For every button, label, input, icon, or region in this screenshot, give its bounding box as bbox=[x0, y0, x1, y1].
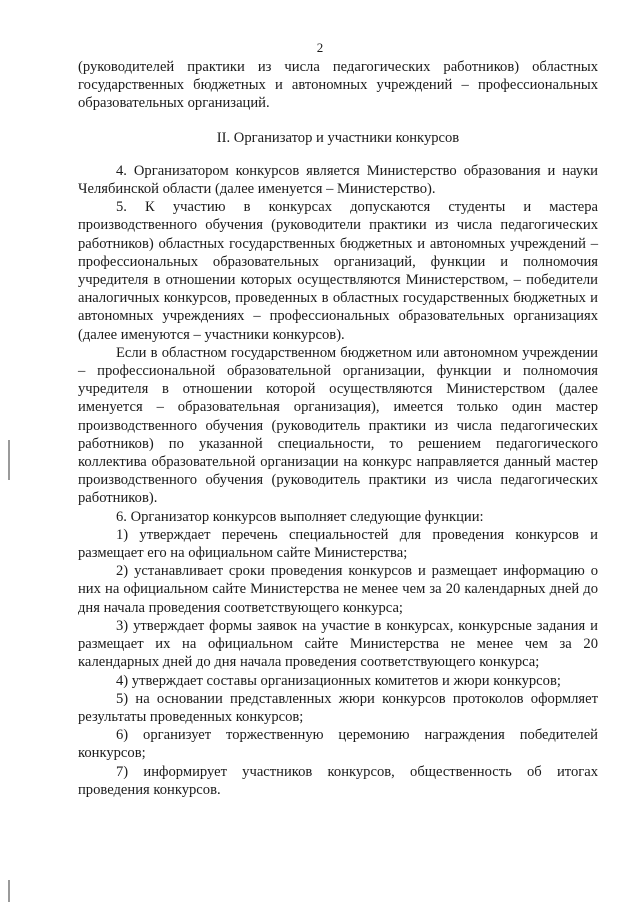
paragraph-item-6: 6. Организатор конкурсов выполняет следующие функции: bbox=[116, 508, 484, 525]
paragraph-item-5: 5. К участию в конкурсах допускаются студенты и мастера производственного обучения (руководители практики из числа педагогических работников) областных государственных бюджетных и автономных учреждений – профессиональных образовательных организаций, функции и полномочия учредителя в отношении которых осуществляются Министерством, – победители аналогичных конкурсов, проведенных в областных государственных бюджетных и автономных учреждениях – профессиональных образовательных организациях (далее именуются – участники конкурсов). bbox=[78, 199, 598, 343]
list-item-6-2: 2) устанавливает сроки проведения конкурсов и размещает информацию о них на официальном сайте Министерства не менее чем за 20 календарных дней до дня начала проведения соответствующего конкурса; bbox=[78, 563, 598, 616]
page-number: 2 bbox=[316, 40, 324, 55]
section-heading: II. Организатор и участники конкурсов bbox=[216, 129, 460, 146]
list-item-6-1: 1) утверждает перечень специальностей для проведения конкурсов и размещает его на официальном сайте Министерства; bbox=[78, 526, 598, 562]
list-item-6-7: 7) информирует участников конкурсов, общественность об итогах проведения конкурсов. bbox=[78, 763, 598, 798]
paragraph-item-5-continuation: Если в областном государственном бюджетном или автономном учреждении – профессиональной образовательной организации, функции и полномочия учредителя в отношении которой осуществляются Министерством (далее именуется – образовательная организация), имеется только один мастер производственного обучения (руководитель практики из числа педагогических работников) по указанной специальности, то решением педагогического коллектива образовательной организации на конкурс направляется данный мастер производственного обучения (руководитель практики из числа педагогических работников). bbox=[78, 344, 598, 507]
list-item-6-4: 4) утверждает составы организационных комитетов и жюри конкурсов; bbox=[116, 672, 561, 689]
scan-margin-mark bbox=[8, 880, 10, 902]
paragraph-item-4: 4. Организатором конкурсов является Министерство образования и науки Челябинской области (далее именуется – Министерство). bbox=[78, 162, 598, 198]
list-item-6-6: 6) организует торжественную церемонию награждения победителей конкурсов; bbox=[78, 727, 598, 762]
scan-margin-mark bbox=[8, 440, 10, 480]
list-item-6-3: 3) утверждает формы заявок на участие в конкурсах, конкурсные задания и размещает их на официальном сайте Министерства не менее чем за 20 календарных дней до дня начала проведения соответствующего конкурса; bbox=[78, 617, 598, 671]
document-body bbox=[78, 58, 598, 799]
list-item-6-5: 5) на основании представленных жюри конкурсов протоколов оформляет результаты проведенных конкурсов; bbox=[78, 690, 598, 725]
continued-paragraph: (руководителей практики из числа педагогических работников) областных государственных бюджетных и автономных учреждений – профессиональных образовательных организаций. bbox=[78, 59, 598, 112]
